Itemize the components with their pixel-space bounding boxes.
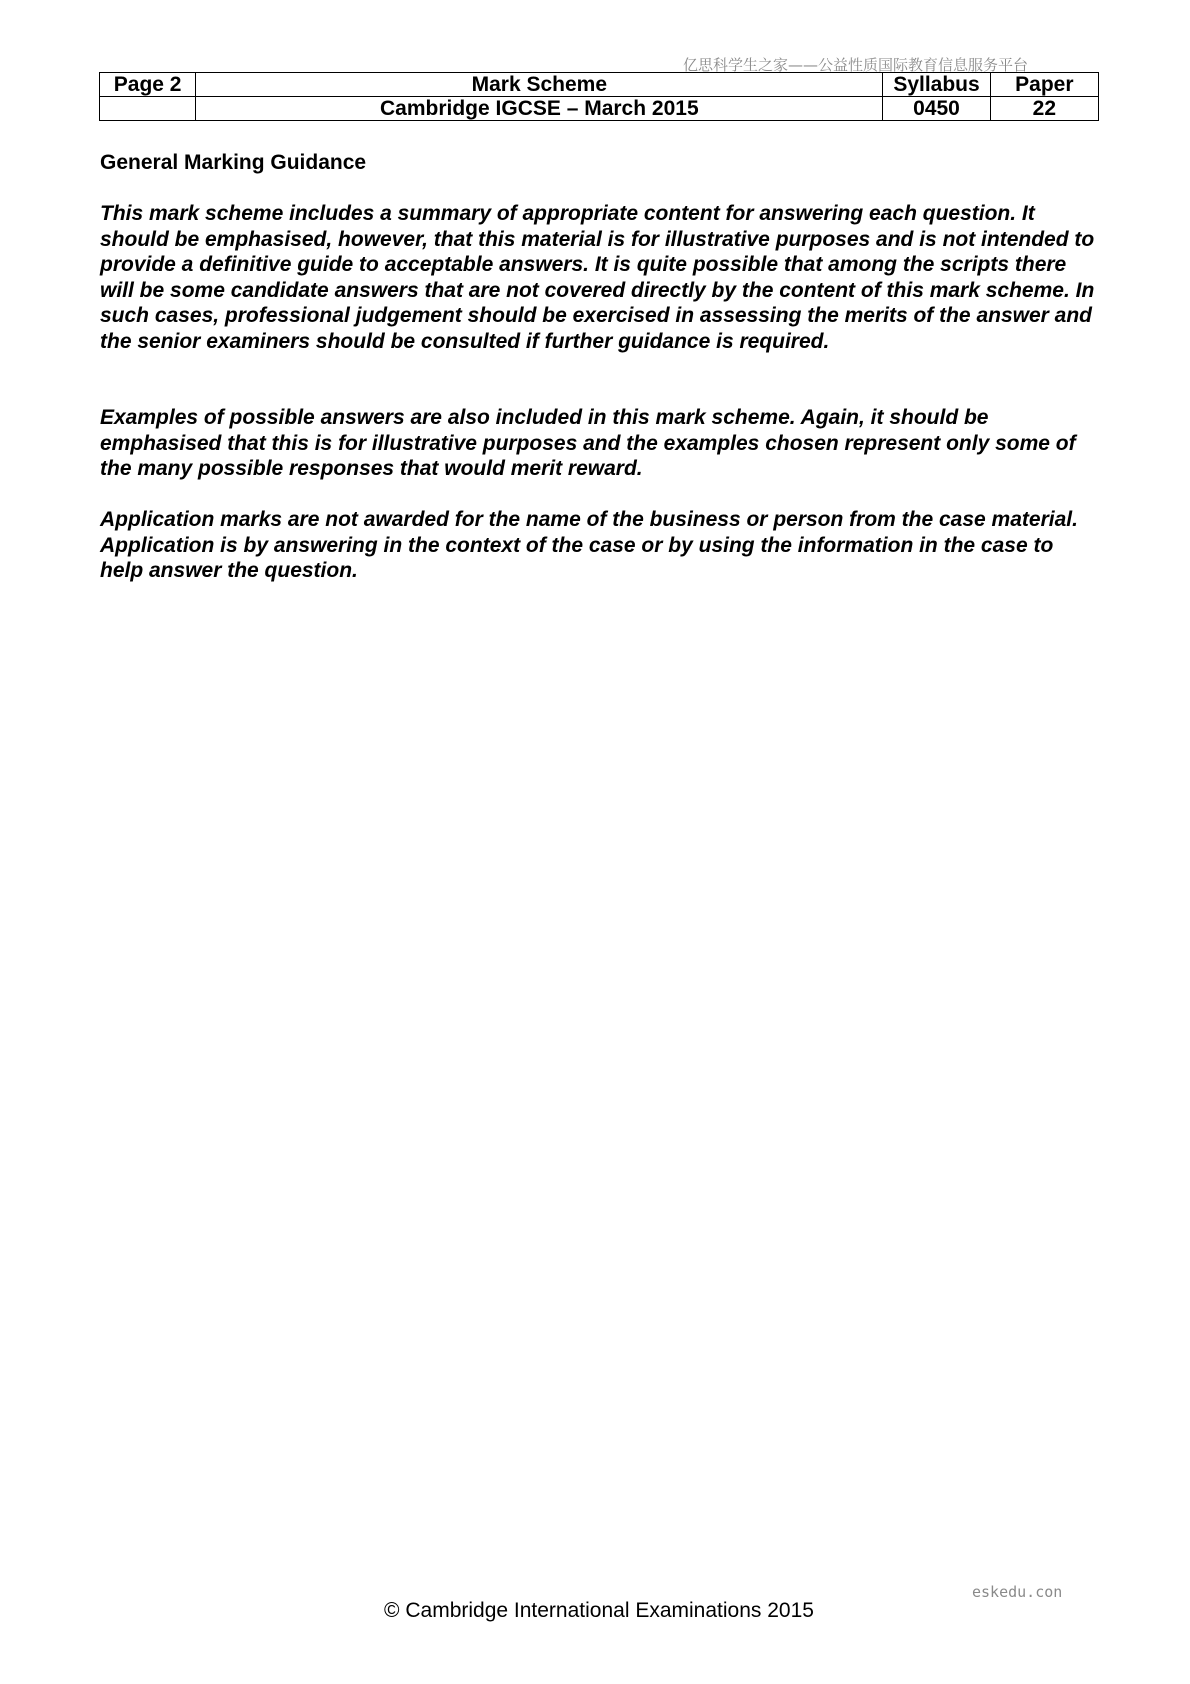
syllabus-label: Syllabus: [883, 73, 990, 97]
guidance-paragraph-1: This mark scheme includes a summary of appropriate content for answering each question. It should be emphasised, however, that this material is for illustrative purposes and is not intended to provide a definitive guide to acceptable answers. It is quite possible that among the scripts there will be some candidate answers that are not covered directly by the content of this mark scheme. In such cases, professional judgement should be exercised in assessing the merits of the answer and the senior examiners should be consulted if further guidance is required.: [100, 202, 1095, 353]
empty-cell: [100, 97, 196, 121]
watermark-top: 亿思科学生之家——公益性质国际教育信息服务平台: [683, 56, 1029, 74]
header-table: [99, 72, 1099, 121]
watermark-bottom: eskedu.con: [972, 1583, 1063, 1601]
paper-number: 22: [990, 97, 1098, 121]
header-row-labels: [100, 73, 1099, 97]
exam-session: Cambridge IGCSE – March 2015: [196, 97, 883, 121]
document-title: Mark Scheme: [196, 73, 883, 97]
page-number: Page 2: [100, 73, 196, 97]
guidance-paragraph-3: Application marks are not awarded for the name of the business or person from the case material. Application is by answering in the context of the case or by using the information in the case to help answer the question.: [100, 508, 1078, 582]
guidance-paragraph-2: Examples of possible answers are also included in this mark scheme. Again, it should be emphasised that this is for illustrative purposes and the examples chosen represent only some of the many possible responses that would merit reward.: [100, 406, 1076, 480]
syllabus-code: 0450: [883, 97, 990, 121]
copyright-footer: © Cambridge International Examinations 2015: [384, 1599, 814, 1622]
header-row-values: [100, 97, 1099, 121]
paper-label: Paper: [990, 73, 1098, 97]
section-heading: General Marking Guidance: [100, 151, 367, 174]
